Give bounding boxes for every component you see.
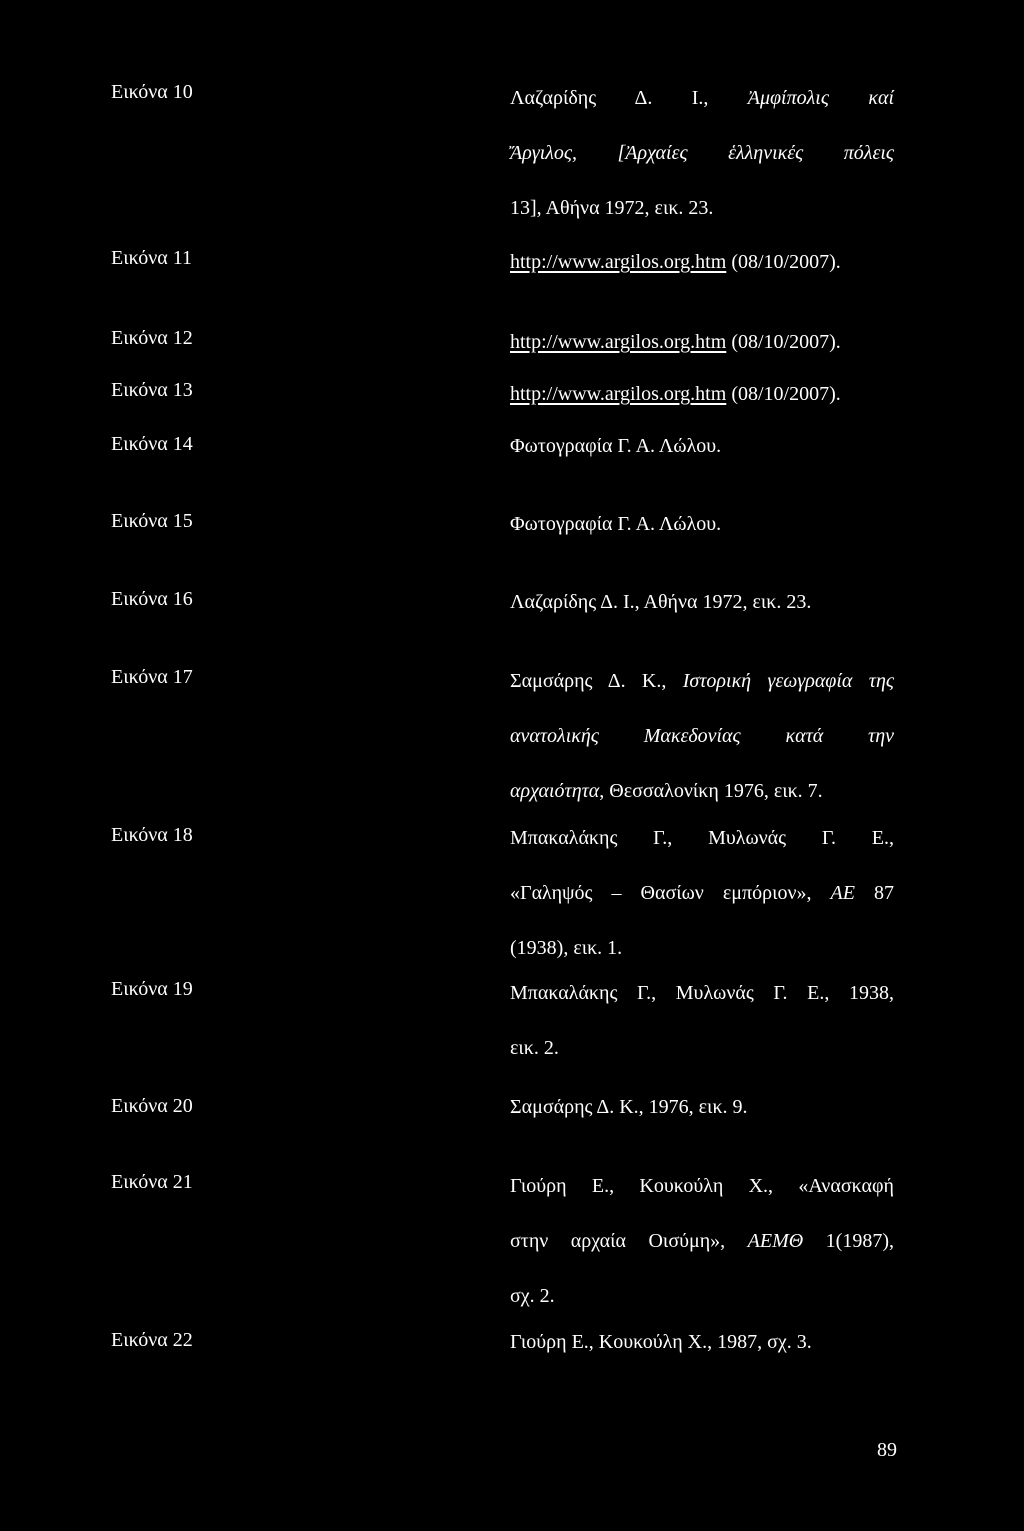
figure-source-19 <box>510 983 894 1058</box>
figure-source-17 <box>510 671 894 801</box>
source-line: (1938), εικ. 1. <box>510 937 623 959</box>
source-line: http://www.argilos.org.htm (08/10/2007). <box>510 251 841 273</box>
figure-label-18: Εικόνα 18 <box>111 824 193 846</box>
figure-label-20: Εικόνα 20 <box>111 1095 193 1117</box>
figure-label-11: Εικόνα 11 <box>111 247 193 269</box>
figure-label-16: Εικόνα 16 <box>111 588 193 610</box>
source-url-link[interactable]: http://www.argilos.org.htm <box>510 331 727 353</box>
figure-source-22 <box>510 1332 894 1352</box>
figure-label-17: Εικόνα 17 <box>111 666 193 688</box>
figure-source-21 <box>510 1176 894 1306</box>
source-line: http://www.argilos.org.htm (08/10/2007). <box>510 331 841 353</box>
source-line: http://www.argilos.org.htm (08/10/2007). <box>510 383 841 405</box>
source-line: Μπακαλάκης Γ., Μυλωνάς Γ. Ε., <box>510 827 894 849</box>
source-line: Φωτογραφία Γ. Α. Λώλου. <box>510 513 722 535</box>
source-line: Σαμσάρης Δ. Κ., 1976, εικ. 9. <box>510 1096 748 1118</box>
source-line: Μπακαλάκης Γ., Μυλωνάς Γ. Ε., 1938, <box>510 982 894 1004</box>
source-line: Λαζαρίδης Δ. Ι., Αθήνα 1972, εικ. 23. <box>510 591 812 613</box>
source-line: Φωτογραφία Γ. Α. Λώλου. <box>510 435 722 457</box>
source-line: ανατολικής Μακεδονίας κατά την <box>510 725 894 747</box>
figure-label-10: Εικόνα 10 <box>111 81 193 103</box>
source-line: σχ. 2. <box>510 1285 555 1307</box>
figure-label-13: Εικόνα 13 <box>111 379 193 401</box>
figure-label-21: Εικόνα 21 <box>111 1171 193 1193</box>
source-line: 13], Αθήνα 1972, εικ. 23. <box>510 197 714 219</box>
source-line: εικ. 2. <box>510 1037 559 1059</box>
source-line: Ἄργιλος, [Ἀρχαίες ἑλληνικές πόλεις <box>510 142 894 164</box>
figure-source-12 <box>510 332 894 352</box>
figure-label-15: Εικόνα 15 <box>111 510 193 532</box>
figure-source-15 <box>510 514 894 534</box>
source-line: Λαζαρίδης Δ. Ι., Ἀμφίπολις καί <box>510 87 894 109</box>
source-line: Σαμσάρης Δ. Κ., Ιστορική γεωγραφία της <box>510 670 894 692</box>
source-line: «Γαληψός – Θασίων εμπόριον», ΑΕ 87 <box>510 882 895 904</box>
source-line: Γιούρη Ε., Κουκούλη Χ., 1987, σχ. 3. <box>510 1331 812 1353</box>
figure-source-13 <box>510 384 894 404</box>
figure-label-22: Εικόνα 22 <box>111 1329 193 1351</box>
source-url-link[interactable]: http://www.argilos.org.htm <box>510 383 727 405</box>
figure-source-18 <box>510 828 894 958</box>
figure-label-12: Εικόνα 12 <box>111 327 193 349</box>
figure-source-20 <box>510 1097 894 1117</box>
figure-source-11 <box>510 252 894 272</box>
figure-source-14 <box>510 436 894 456</box>
figure-label-14: Εικόνα 14 <box>111 433 193 455</box>
figure-label-19: Εικόνα 19 <box>111 978 193 1000</box>
figure-source-10 <box>510 88 894 218</box>
figure-source-16 <box>510 592 894 612</box>
source-line: στην αρχαία Οισύμη», ΑΕΜΘ 1(1987), <box>510 1230 894 1252</box>
source-url-link[interactable]: http://www.argilos.org.htm <box>510 251 727 273</box>
source-line: Γιούρη Ε., Κουκούλη Χ., «Ανασκαφή <box>510 1175 894 1197</box>
page-number: 89 <box>877 1439 897 1461</box>
source-line: αρχαιότητα, Θεσσαλονίκη 1976, εικ. 7. <box>510 780 823 802</box>
